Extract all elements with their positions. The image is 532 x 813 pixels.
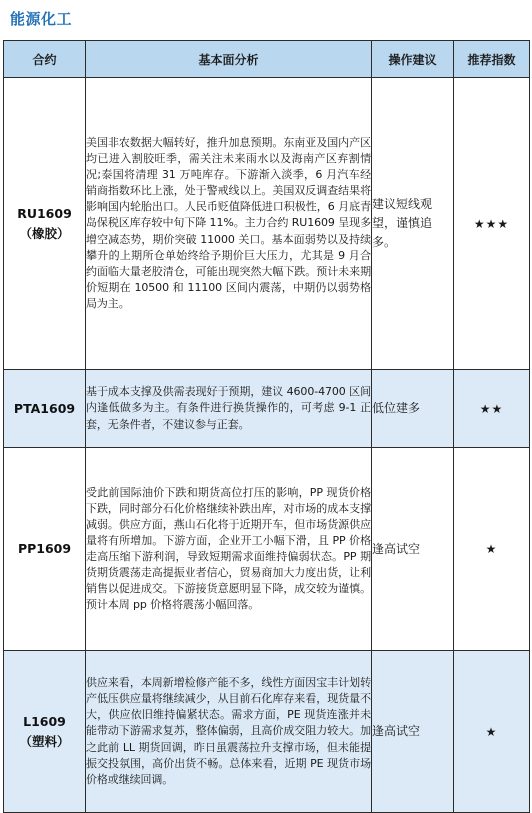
header-analysis: 基本面分析 — [86, 41, 372, 78]
fundamental-analysis-table — [3, 40, 530, 813]
contract-cell — [4, 370, 86, 448]
contract-code: PTA1609 — [13, 400, 76, 416]
contract-code: RU1609 — [17, 205, 72, 221]
rating-cell: ★ — [454, 651, 530, 813]
advice-cell: 逢高试空 — [372, 448, 454, 651]
contract-cell — [4, 448, 86, 651]
header-contract: 合约 — [4, 41, 86, 78]
rating-cell: ★★★ — [454, 78, 530, 370]
header-advice: 操作建议 — [372, 41, 454, 78]
advice-cell: 低位建多 — [372, 370, 454, 448]
advice-cell: 建议短线观望，谨慎追多。 — [372, 78, 454, 370]
contract-cell — [4, 651, 86, 813]
table-row-ru1609 — [4, 78, 530, 370]
table-row-l1609 — [4, 651, 530, 813]
table-header-row — [4, 41, 530, 78]
advice-cell: 逢高试空 — [372, 651, 454, 813]
contract-product: （橡胶） — [19, 225, 70, 241]
header-rating: 推荐指数 — [454, 41, 530, 78]
contract-product: （塑料） — [19, 733, 70, 749]
page-title: 能源化工 — [10, 10, 73, 28]
rating-cell: ★ — [454, 448, 530, 651]
analysis-cell: 基于成本支撑及供需表现好于预期，建议 4600-4700 区间内逢低做多为主。有条件进行换货操作的，可考虑 9-1 正套，无条件者，不建议参与正套。 — [86, 370, 372, 448]
rating-cell: ★★ — [454, 370, 530, 448]
contract-code: L1609 — [23, 713, 66, 729]
contract-code: PP1609 — [17, 541, 72, 556]
table-row-pta1609 — [4, 370, 530, 448]
analysis-cell: 受此前国际油价下跌和期货高位打压的影响，PP 现货价格下跌，同时部分石化价格继续补跌出库，对市场的成本支撑减弱。供应方面，燕山石化将于近期开车，但市场货源供应量将有所增加。下游方面，企业开工小幅下滑，且 PP 价格走高压缩下游利润，导致短期需求面维持偏弱状态。PP 期货期货震荡走高提振业者信心，贸易商加大力度出货，让利销售以促进成交。下游接货意愿明显下降，成交较为谨慎。预计本周 pp 价格将震荡小幅回落。 — [86, 448, 372, 651]
contract-cell — [4, 78, 86, 370]
analysis-cell: 供应来看，本周新增检修产能不多，线性方面因宝丰计划转产低压供应量将继续减少，从目前石化库存来看，现货量不大，供应依旧维持偏紧状态。需求方面，PE 现货连涨并未能带动下游需求复苏，整体偏弱，且高价成交阻力较大。加之此前 LL 期货回调，昨日虽震荡拉升支撑市场，但未能提振交投氛围，高价出货不畅。总体来看，近期 PE 现货市场价格或继续回调。 — [86, 651, 372, 813]
table-row-pp1609 — [4, 448, 530, 651]
analysis-cell: 美国非农数据大幅转好，推升加息预期。东南亚及国内产区均已进入割胶旺季，需关注未来雨水以及海南产区弃割情况;泰国将清理 31 万吨库存。下游渐入淡季，6 月汽车经销商指数环比上涨，处于警戒线以上。美国双反调查结果将影响国内轮胎出口。人民币贬值降低进口积极性，6 月底青岛保税区库存较中旬下降 11%。主力合约 RU1609 呈现多增空减态势，期价突破 11000 关口。基本面弱势以及持续攀升的上期所仓单始终给予期价巨大压力，尤其是 9 月合约面临大量老胶清仓，可能出现突然大幅下跌。预计未来期价短期在 10500 和 11100 区间内震荡，中期仍以弱势格局为主。 — [86, 78, 372, 370]
